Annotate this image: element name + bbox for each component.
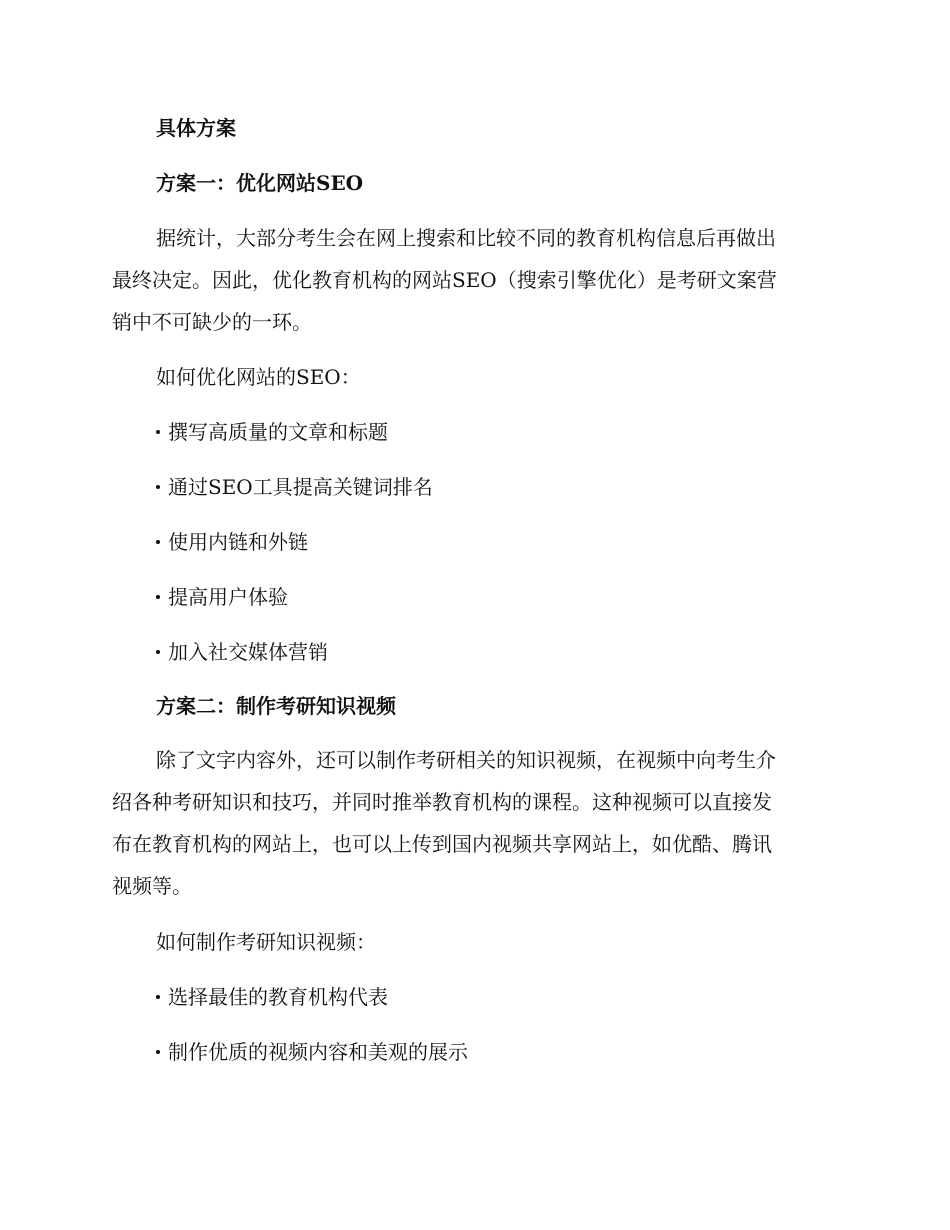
plan2-bullet-item (156, 983, 886, 1011)
section-title: 具体方案 (156, 116, 236, 140)
plan1-bullet-text: 通过SEO工具提高关键词排名 (168, 475, 433, 499)
plan2-bullet-text: 选择最佳的教育机构代表 (168, 985, 388, 1009)
plan2-paragraph-line-3: 布在教育机构的网站上，也可以上传到国内视频共享网站上，如优酷、腾讯 (112, 832, 772, 856)
plan1-paragraph-line-2: 最终决定。因此，优化教育机构的网站SEO（搜索引擎优化）是考研文案营 (112, 268, 777, 292)
bullet-dot-icon (156, 595, 160, 599)
bullet-dot-icon (156, 1050, 160, 1054)
plan2-heading: 方案二：制作考研知识视频 (156, 694, 396, 718)
plan2-bullet-item (156, 1038, 886, 1066)
bullet-dot-icon (156, 540, 160, 544)
bullet-dot-icon (156, 485, 160, 489)
plan1-bullet-text: 加入社交媒体营销 (168, 640, 328, 664)
plan1-bullet-item (156, 583, 886, 611)
plan1-bullet-item (156, 418, 886, 446)
plan1-heading: 方案一：优化网站SEO (156, 171, 364, 195)
plan1-bullet-item (156, 638, 886, 666)
bullet-dot-icon (156, 430, 160, 434)
bullet-dot-icon (156, 995, 160, 999)
plan2-paragraph-line-4: 视频等。 (112, 874, 192, 898)
plan1-list-intro: 如何优化网站的SEO： (156, 365, 361, 389)
plan1-bullet-text: 使用内链和外链 (168, 530, 308, 554)
plan1-bullet-item (156, 473, 886, 501)
plan2-list-intro: 如何制作考研知识视频： (156, 930, 376, 954)
plan1-bullet-text: 撰写高质量的文章和标题 (168, 420, 388, 444)
plan1-paragraph-line-3: 销中不可缺少的一环。 (112, 310, 312, 334)
plan1-bullet-text: 提高用户体验 (168, 585, 288, 609)
plan2-paragraph-line-2: 绍各种考研知识和技巧，并同时推举教育机构的课程。这种视频可以直接发 (112, 790, 772, 814)
plan2-paragraph-line-1: 除了文字内容外，还可以制作考研相关的知识视频，在视频中向考生介 (156, 748, 776, 772)
plan1-bullet-item (156, 528, 886, 556)
plan2-bullet-text: 制作优质的视频内容和美观的展示 (168, 1040, 468, 1064)
bullet-dot-icon (156, 650, 160, 654)
plan1-paragraph-line-1: 据统计，大部分考生会在网上搜索和比较不同的教育机构信息后再做出 (156, 226, 776, 250)
